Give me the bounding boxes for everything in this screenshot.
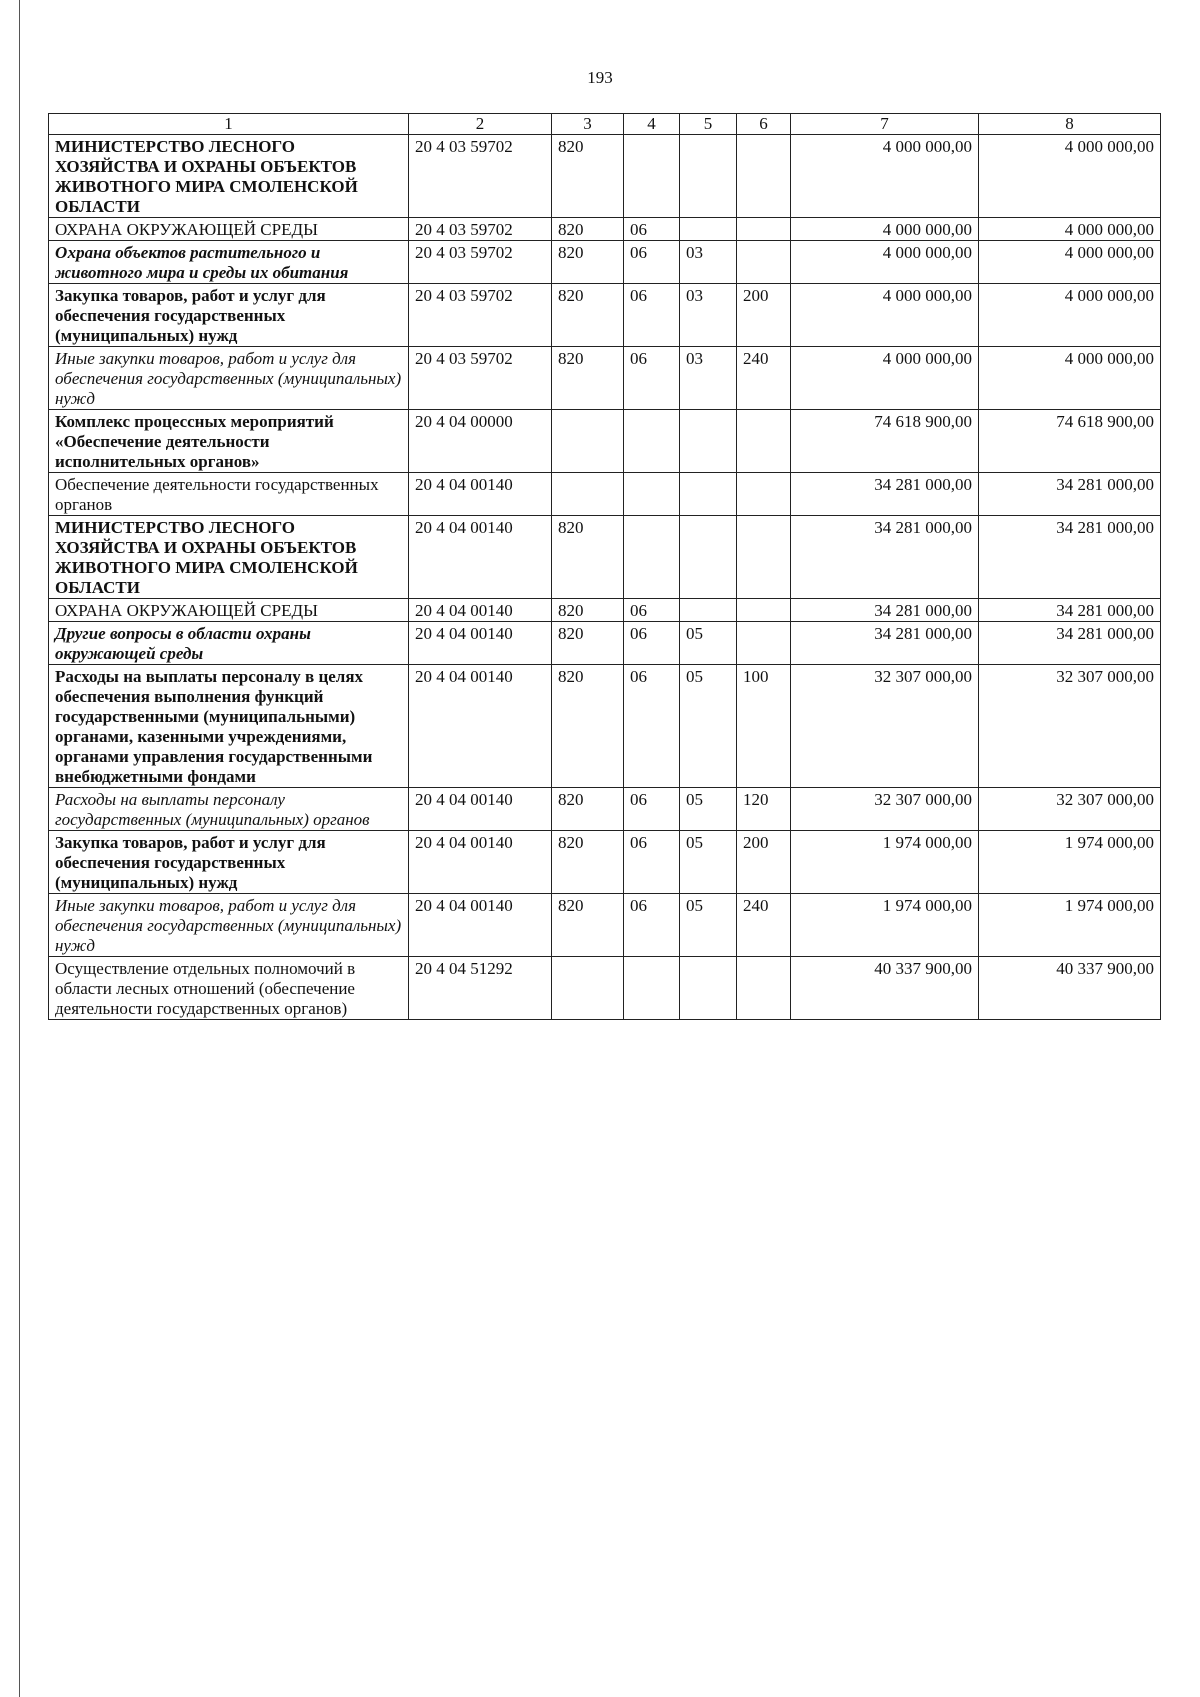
section-code-cell: 06 bbox=[624, 347, 680, 410]
row-name-cell: Иные закупки товаров, работ и услуг для обеспечения государственных (муниципальных) нужд bbox=[49, 894, 409, 957]
header-cell: 6 bbox=[737, 114, 791, 135]
expense-type-cell: 240 bbox=[737, 347, 791, 410]
subsection-code-cell: 03 bbox=[680, 241, 737, 284]
subsection-code-cell: 03 bbox=[680, 284, 737, 347]
amount-cell: 4 000 000,00 bbox=[791, 284, 979, 347]
header-cell: 5 bbox=[680, 114, 737, 135]
expense-type-cell: 120 bbox=[737, 788, 791, 831]
table-row bbox=[49, 599, 1161, 622]
section-code-cell: 06 bbox=[624, 831, 680, 894]
page-number: 193 bbox=[587, 68, 613, 87]
section-code-cell: 06 bbox=[624, 599, 680, 622]
subsection-code-cell bbox=[680, 473, 737, 516]
header-cell: 4 bbox=[624, 114, 680, 135]
subsection-code-cell bbox=[680, 218, 737, 241]
amount-cell: 34 281 000,00 bbox=[979, 516, 1161, 599]
amount-cell: 32 307 000,00 bbox=[791, 788, 979, 831]
ministry-code-cell bbox=[552, 473, 624, 516]
ministry-code-cell: 820 bbox=[552, 665, 624, 788]
amount-cell: 4 000 000,00 bbox=[979, 347, 1161, 410]
table-row bbox=[49, 957, 1161, 1020]
table-row bbox=[49, 410, 1161, 473]
subsection-code-cell: 05 bbox=[680, 665, 737, 788]
header-cell: 8 bbox=[979, 114, 1161, 135]
amount-cell: 4 000 000,00 bbox=[979, 218, 1161, 241]
amount-cell: 34 281 000,00 bbox=[791, 473, 979, 516]
ministry-code-cell: 820 bbox=[552, 218, 624, 241]
row-name-cell: Охрана объектов растительного и животного мира и среды их обитания bbox=[49, 241, 409, 284]
ministry-code-cell bbox=[552, 957, 624, 1020]
row-name-cell: МИНИСТЕРСТВО ЛЕСНОГО ХОЗЯЙСТВА И ОХРАНЫ ОБЪЕКТОВ ЖИВОТНОГО МИРА СМОЛЕНСКОЙ ОБЛАСТИ bbox=[49, 135, 409, 218]
budget-table bbox=[48, 113, 1161, 1020]
amount-cell: 1 974 000,00 bbox=[979, 831, 1161, 894]
table-row bbox=[49, 516, 1161, 599]
expense-type-cell bbox=[737, 516, 791, 599]
expense-type-cell bbox=[737, 410, 791, 473]
subsection-code-cell: 05 bbox=[680, 831, 737, 894]
amount-cell: 32 307 000,00 bbox=[791, 665, 979, 788]
expense-type-cell: 100 bbox=[737, 665, 791, 788]
ministry-code-cell: 820 bbox=[552, 622, 624, 665]
ministry-code-cell: 820 bbox=[552, 894, 624, 957]
expense-type-cell bbox=[737, 241, 791, 284]
target-code-cell: 20 4 04 00140 bbox=[409, 831, 552, 894]
section-code-cell bbox=[624, 516, 680, 599]
amount-cell: 1 974 000,00 bbox=[791, 831, 979, 894]
table-row bbox=[49, 347, 1161, 410]
section-code-cell: 06 bbox=[624, 665, 680, 788]
expense-type-cell: 200 bbox=[737, 831, 791, 894]
table-row bbox=[49, 473, 1161, 516]
subsection-code-cell: 03 bbox=[680, 347, 737, 410]
ministry-code-cell: 820 bbox=[552, 788, 624, 831]
amount-cell: 34 281 000,00 bbox=[791, 599, 979, 622]
table-row bbox=[49, 241, 1161, 284]
section-code-cell: 06 bbox=[624, 894, 680, 957]
amount-cell: 4 000 000,00 bbox=[791, 218, 979, 241]
amount-cell: 74 618 900,00 bbox=[791, 410, 979, 473]
amount-cell: 1 974 000,00 bbox=[791, 894, 979, 957]
target-code-cell: 20 4 03 59702 bbox=[409, 347, 552, 410]
amount-cell: 32 307 000,00 bbox=[979, 788, 1161, 831]
row-name-cell: Комплекс процессных мероприятий «Обеспечение деятельности исполнительных органов» bbox=[49, 410, 409, 473]
amount-cell: 34 281 000,00 bbox=[979, 599, 1161, 622]
table-row bbox=[49, 665, 1161, 788]
subsection-code-cell bbox=[680, 410, 737, 473]
amount-cell: 4 000 000,00 bbox=[791, 241, 979, 284]
row-name-cell: Расходы на выплаты персоналу в целях обеспечения выполнения функций государственными (муниципальными) органами, казенными учреждениями, органами управления государственными внебюджетными фондами bbox=[49, 665, 409, 788]
row-name-cell: ОХРАНА ОКРУЖАЮЩЕЙ СРЕДЫ bbox=[49, 218, 409, 241]
subsection-code-cell: 05 bbox=[680, 894, 737, 957]
subsection-code-cell bbox=[680, 599, 737, 622]
section-code-cell: 06 bbox=[624, 788, 680, 831]
expense-type-cell bbox=[737, 473, 791, 516]
section-code-cell bbox=[624, 410, 680, 473]
subsection-code-cell: 05 bbox=[680, 622, 737, 665]
target-code-cell: 20 4 03 59702 bbox=[409, 241, 552, 284]
target-code-cell: 20 4 03 59702 bbox=[409, 284, 552, 347]
table-row bbox=[49, 135, 1161, 218]
table-row bbox=[49, 831, 1161, 894]
ministry-code-cell: 820 bbox=[552, 135, 624, 218]
target-code-cell: 20 4 04 00140 bbox=[409, 516, 552, 599]
expense-type-cell bbox=[737, 599, 791, 622]
amount-cell: 4 000 000,00 bbox=[979, 135, 1161, 218]
header-cell: 7 bbox=[791, 114, 979, 135]
ministry-code-cell: 820 bbox=[552, 516, 624, 599]
ministry-code-cell: 820 bbox=[552, 831, 624, 894]
expense-type-cell bbox=[737, 218, 791, 241]
header-cell: 2 bbox=[409, 114, 552, 135]
expense-type-cell: 200 bbox=[737, 284, 791, 347]
section-code-cell: 06 bbox=[624, 218, 680, 241]
ministry-code-cell bbox=[552, 410, 624, 473]
section-code-cell: 06 bbox=[624, 284, 680, 347]
table-row bbox=[49, 894, 1161, 957]
section-code-cell bbox=[624, 135, 680, 218]
target-code-cell: 20 4 04 00140 bbox=[409, 894, 552, 957]
row-name-cell: Расходы на выплаты персоналу государственных (муниципальных) органов bbox=[49, 788, 409, 831]
amount-cell: 4 000 000,00 bbox=[791, 347, 979, 410]
expense-type-cell bbox=[737, 957, 791, 1020]
amount-cell: 34 281 000,00 bbox=[791, 622, 979, 665]
subsection-code-cell bbox=[680, 135, 737, 218]
target-code-cell: 20 4 04 00140 bbox=[409, 788, 552, 831]
table-row bbox=[49, 622, 1161, 665]
subsection-code-cell bbox=[680, 516, 737, 599]
row-name-cell: Закупка товаров, работ и услуг для обеспечения государственных (муниципальных) нужд bbox=[49, 831, 409, 894]
expense-type-cell bbox=[737, 622, 791, 665]
header-cell: 3 bbox=[552, 114, 624, 135]
subsection-code-cell bbox=[680, 957, 737, 1020]
section-code-cell bbox=[624, 957, 680, 1020]
amount-cell: 4 000 000,00 bbox=[979, 241, 1161, 284]
ministry-code-cell: 820 bbox=[552, 284, 624, 347]
target-code-cell: 20 4 04 00140 bbox=[409, 473, 552, 516]
expense-type-cell: 240 bbox=[737, 894, 791, 957]
amount-cell: 1 974 000,00 bbox=[979, 894, 1161, 957]
row-name-cell: Другие вопросы в области охраны окружающей среды bbox=[49, 622, 409, 665]
target-code-cell: 20 4 04 00140 bbox=[409, 622, 552, 665]
row-name-cell: Осуществление отдельных полномочий в области лесных отношений (обеспечение деятельности государственных органов) bbox=[49, 957, 409, 1020]
amount-cell: 34 281 000,00 bbox=[791, 516, 979, 599]
row-name-cell: ОХРАНА ОКРУЖАЮЩЕЙ СРЕДЫ bbox=[49, 599, 409, 622]
row-name-cell: МИНИСТЕРСТВО ЛЕСНОГО ХОЗЯЙСТВА И ОХРАНЫ ОБЪЕКТОВ ЖИВОТНОГО МИРА СМОЛЕНСКОЙ ОБЛАСТИ bbox=[49, 516, 409, 599]
row-name-cell: Закупка товаров, работ и услуг для обеспечения государственных (муниципальных) нужд bbox=[49, 284, 409, 347]
ministry-code-cell: 820 bbox=[552, 347, 624, 410]
target-code-cell: 20 4 03 59702 bbox=[409, 135, 552, 218]
section-code-cell bbox=[624, 473, 680, 516]
ministry-code-cell: 820 bbox=[552, 599, 624, 622]
page-edge-line bbox=[19, 0, 20, 1697]
subsection-code-cell: 05 bbox=[680, 788, 737, 831]
amount-cell: 74 618 900,00 bbox=[979, 410, 1161, 473]
target-code-cell: 20 4 04 00000 bbox=[409, 410, 552, 473]
row-name-cell: Иные закупки товаров, работ и услуг для обеспечения государственных (муниципальных) нужд bbox=[49, 347, 409, 410]
section-code-cell: 06 bbox=[624, 622, 680, 665]
target-code-cell: 20 4 03 59702 bbox=[409, 218, 552, 241]
table-header-row bbox=[49, 114, 1161, 135]
expense-type-cell bbox=[737, 135, 791, 218]
target-code-cell: 20 4 04 51292 bbox=[409, 957, 552, 1020]
amount-cell: 34 281 000,00 bbox=[979, 473, 1161, 516]
row-name-cell: Обеспечение деятельности государственных органов bbox=[49, 473, 409, 516]
amount-cell: 34 281 000,00 bbox=[979, 622, 1161, 665]
ministry-code-cell: 820 bbox=[552, 241, 624, 284]
amount-cell: 4 000 000,00 bbox=[791, 135, 979, 218]
target-code-cell: 20 4 04 00140 bbox=[409, 665, 552, 788]
table-row bbox=[49, 284, 1161, 347]
amount-cell: 4 000 000,00 bbox=[979, 284, 1161, 347]
table-row bbox=[49, 218, 1161, 241]
section-code-cell: 06 bbox=[624, 241, 680, 284]
header-cell: 1 bbox=[49, 114, 409, 135]
amount-cell: 40 337 900,00 bbox=[979, 957, 1161, 1020]
table-row bbox=[49, 788, 1161, 831]
amount-cell: 32 307 000,00 bbox=[979, 665, 1161, 788]
target-code-cell: 20 4 04 00140 bbox=[409, 599, 552, 622]
amount-cell: 40 337 900,00 bbox=[791, 957, 979, 1020]
